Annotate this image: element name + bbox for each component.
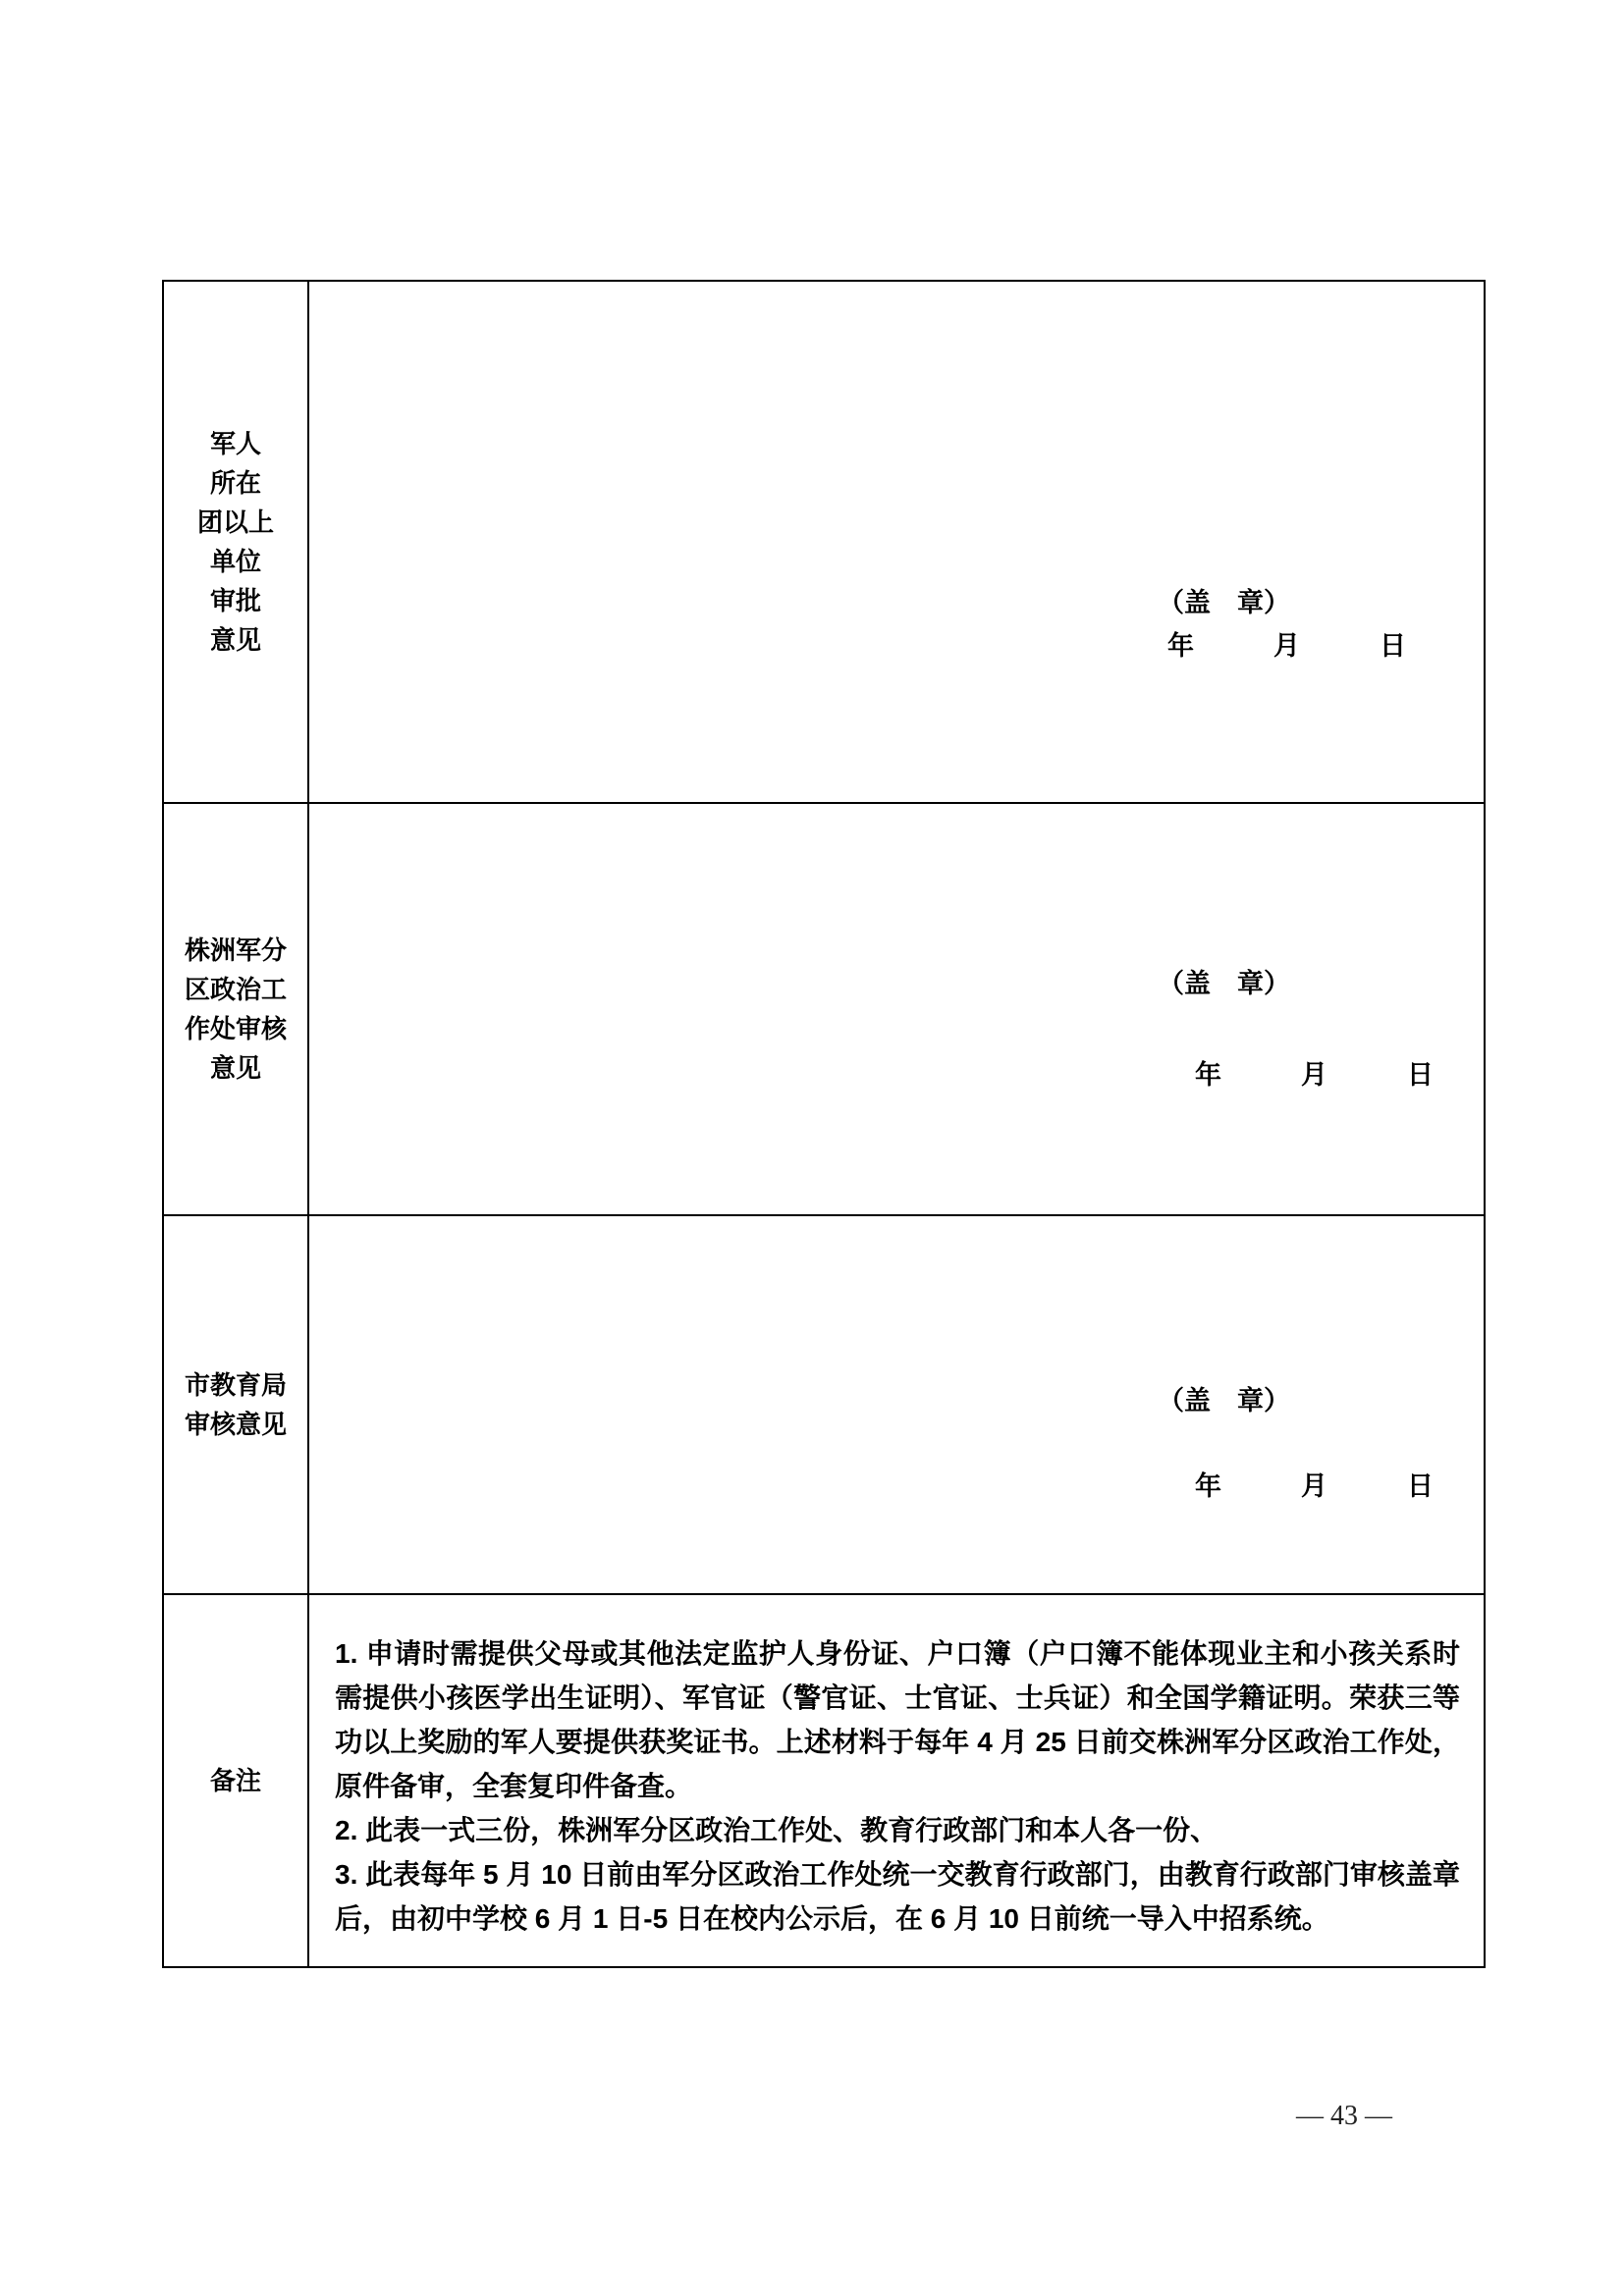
label-line: 所在 bbox=[209, 468, 261, 498]
label-line: 备注 bbox=[209, 1766, 261, 1795]
row-military-unit-approval bbox=[163, 281, 1485, 803]
cell-military-district-content bbox=[308, 803, 1485, 1215]
label-line: 团以上 bbox=[196, 507, 274, 537]
remarks-note-2: 2. 此表一式三份，株洲军分区政治工作处、教育行政部门和本人各一份、 bbox=[335, 1814, 1218, 1845]
row-remarks bbox=[163, 1594, 1485, 1967]
cell-remarks-content bbox=[308, 1594, 1485, 1967]
row-label-military-unit bbox=[163, 281, 308, 803]
row-education-bureau-review bbox=[163, 1215, 1485, 1594]
remarks-note-3: 3. 此表每年 5 月 10 日前由军分区政治工作处统一交教育行政部门，由教育行政部门审核盖章后，由初中学校 6 月 1 日-5 日在校内公示后，在 6 月 10 日前统一导入中招系统。 bbox=[335, 1858, 1460, 1934]
approval-form-table bbox=[162, 280, 1486, 1968]
date-placeholder: 年 月 日 bbox=[1195, 1060, 1434, 1090]
date-placeholder: 年 月 日 bbox=[1167, 631, 1406, 661]
label-line: 株洲军分 bbox=[184, 935, 287, 965]
label-line: 意见 bbox=[209, 625, 261, 655]
label-line: 审核意见 bbox=[184, 1410, 287, 1439]
label-line: 意见 bbox=[209, 1053, 261, 1083]
label-line: 区政治工 bbox=[184, 975, 287, 1004]
date-placeholder: 年 月 日 bbox=[1195, 1471, 1434, 1501]
row-military-district-review bbox=[163, 803, 1485, 1215]
seal-placeholder: （盖 章） bbox=[1158, 969, 1290, 998]
label-line: 作处审核 bbox=[184, 1014, 287, 1043]
cell-education-bureau-content bbox=[308, 1215, 1485, 1594]
seal-placeholder: （盖 章） bbox=[1158, 588, 1290, 617]
remarks-note-1: 1. 申请时需提供父母或其他法定监护人身份证、户口簿（户口簿不能体现业主和小孩关系时需提供小孩医学出生证明）、军官证（警官证、士官证、士兵证）和全国学籍证明。荣获三等功以上奖励的军人要提供获奖证书。上述材料于每年 4 月 25 日前交株洲军分区政治工作处，原件备审，全套复印件备查。 bbox=[335, 1637, 1460, 1801]
page-number: — 43 — bbox=[1296, 2101, 1392, 2131]
row-label-military-district bbox=[163, 803, 308, 1215]
row-label-remarks bbox=[163, 1594, 308, 1967]
label-line: 审批 bbox=[209, 586, 261, 615]
cell-military-unit-content bbox=[308, 281, 1485, 803]
label-line: 单位 bbox=[209, 547, 261, 576]
label-line: 军人 bbox=[209, 429, 261, 458]
seal-placeholder: （盖 章） bbox=[1158, 1386, 1290, 1415]
label-line: 市教育局 bbox=[184, 1370, 287, 1400]
remarks-notes bbox=[309, 1598, 1484, 1964]
row-label-education-bureau bbox=[163, 1215, 308, 1594]
